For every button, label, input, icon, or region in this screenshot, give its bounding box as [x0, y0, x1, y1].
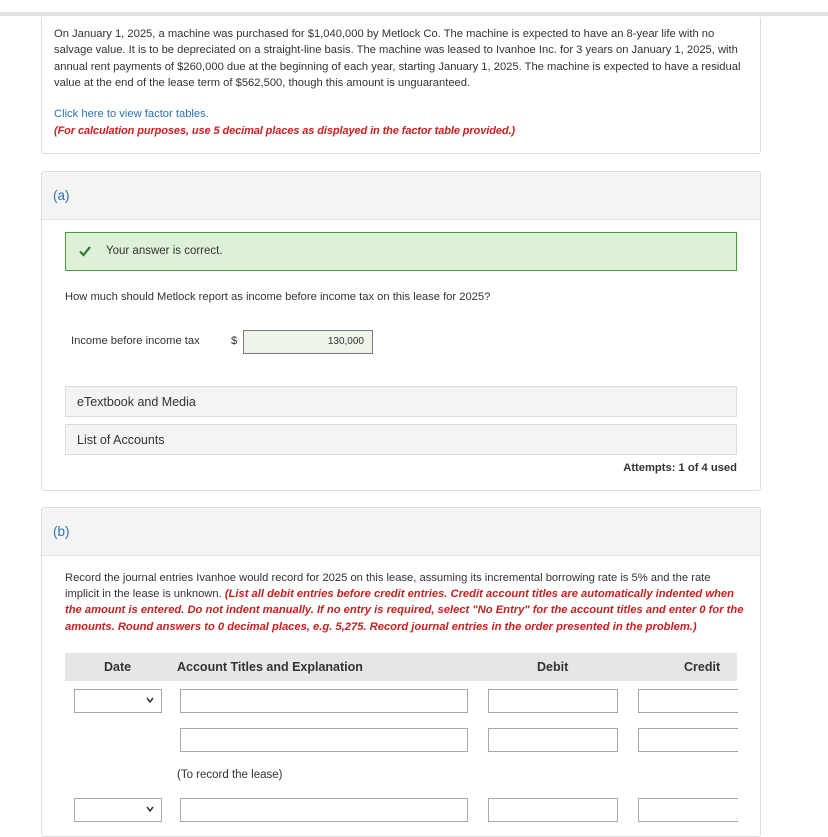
chevron-down-icon [145, 804, 155, 814]
entry-explanation: (To record the lease) [177, 769, 283, 781]
correct-answer-text: Your answer is correct. [106, 245, 223, 257]
calculation-note: (For calculation purposes, use 5 decimal places as displayed in the factor table provided.) [54, 125, 515, 137]
part-b-header [42, 508, 760, 556]
debit-input[interactable] [488, 728, 618, 752]
etextbook-media-label: eTextbook and Media [77, 395, 196, 409]
part-a-card [41, 171, 761, 491]
journal-table-header [65, 653, 737, 681]
etextbook-media-button[interactable] [65, 386, 737, 417]
part-b-instructions [65, 570, 745, 635]
list-of-accounts-label: List of Accounts [77, 433, 165, 447]
debit-input[interactable] [488, 689, 618, 713]
date-column-header: Date [104, 660, 132, 674]
account-title-input[interactable] [180, 798, 468, 822]
date-select[interactable] [74, 689, 162, 713]
credit-input[interactable] [638, 689, 738, 713]
account-title-input[interactable] [180, 689, 468, 713]
debit-input[interactable] [488, 798, 618, 822]
problem-statement-card [41, 16, 761, 154]
credit-input[interactable] [638, 728, 738, 752]
currency-symbol: $ [231, 335, 238, 347]
part-a-label: (a) [53, 188, 70, 203]
chevron-down-icon [145, 695, 155, 705]
credit-column-header: Credit [684, 660, 721, 674]
correct-answer-banner [65, 232, 737, 271]
list-of-accounts-button[interactable] [65, 424, 737, 455]
credit-input[interactable] [638, 798, 738, 822]
income-before-tax-input[interactable]: 130,000 [243, 330, 373, 354]
income-before-tax-label: Income before income tax [71, 335, 200, 347]
account-title-input[interactable] [180, 728, 468, 752]
instructions-text: Record the journal entries Ivanhoe would record for 2025 on this lease, assuming its incremental borrowing rate is 5% and the rate implicit in the lease is unknown. [65, 572, 711, 601]
part-a-question: How much should Metlock report as income before income tax on this lease for 2025? [65, 291, 491, 303]
instructions-note: (List all debit entries before credit entries. Credit account titles are automatically indented when the amount is entered. Do not indent manually. If no entry is required, select "No Entry" for the account titles and enter 0 for the amounts. Round answers to 0 decimal places, e.g. 5,275. Record journal entries in the order presented in the problem.) [65, 588, 744, 633]
debit-column-header: Debit [537, 660, 569, 674]
account-column-header: Account Titles and Explanation [177, 660, 363, 674]
factor-tables-link[interactable]: Click here to view factor tables. [54, 108, 209, 120]
part-b-label: (b) [53, 524, 70, 539]
part-b-card [41, 507, 761, 837]
attempts-counter: Attempts: 1 of 4 used [623, 462, 737, 474]
problem-text: On January 1, 2025, a machine was purchased for $1,040,000 by Metlock Co. The machine is expected to have an 8-year life with no salvage value. It is to be depreciated on a straight-line basis. The machine was leased to Ivanhoe Inc. for 3 years on January 1, 2025, with annual rent payments of $260,000 due at the beginning of each year, starting January 1, 2025. The machine is expected to have a residual value at the end of the lease term of $562,500, though this amount is unguaranteed. [54, 28, 741, 90]
part-a-header [42, 172, 760, 220]
date-select[interactable] [74, 798, 162, 822]
checkmark-icon [79, 245, 91, 257]
